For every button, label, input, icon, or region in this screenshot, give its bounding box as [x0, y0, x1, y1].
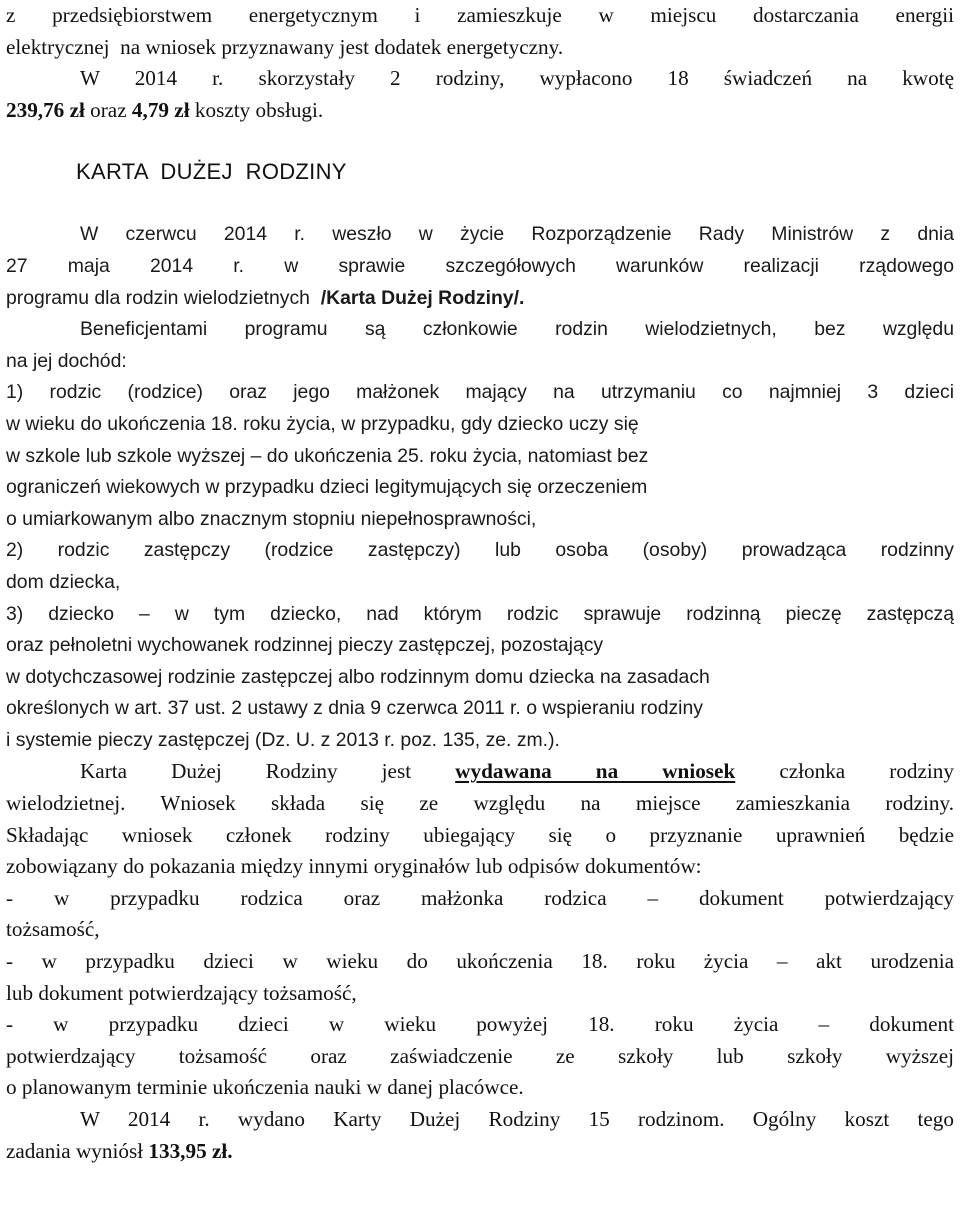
summary-text: zadania wyniósł	[6, 1138, 149, 1163]
beneficiaries-line-14: i systemie pieczy zastępczej (Dz. U. z 2013 r. poz. 135, ze. zm.).	[6, 728, 560, 751]
intro-line-4	[6, 95, 954, 127]
documents-item-1-cont: tożsamość,	[6, 917, 100, 942]
regulation-text: programu dla rodzin wielodzietnych	[6, 286, 321, 309]
intro-koszty: koszty obsługi.	[189, 97, 324, 122]
summary-total-cost: 133,95 zł.	[148, 1138, 233, 1163]
beneficiaries-line-11: oraz pełnoletni wychowanek rodzinnej pieczy zastępczej, pozostający	[6, 634, 604, 657]
application-line-1	[6, 756, 954, 788]
documents-item-2: - w przypadku dzieci w wieku do ukończenia 18. roku życia – akt urodzenia	[6, 949, 954, 974]
summary-line-1: W 2014 r. wydano Karty Dużej Rodziny 15 rodzinom. Ogólny koszt tego	[80, 1107, 954, 1131]
card-name: /Karta Dużej Rodziny/.	[320, 286, 525, 309]
beneficiaries-line-12: w dotychczasowej rodzinie zastępczej albo rodzinnym domu dziecka na zasadach	[6, 665, 710, 688]
regulation-line-1: W czerwcu 2014 r. weszło w życie Rozporządzenie Rady Ministrów z dnia	[80, 223, 954, 246]
summary-line-2	[6, 1136, 954, 1168]
beneficiaries-line-10: 3) dziecko – w tym dziecko, nad którym rodzic sprawuje rodzinną pieczę zastępczą	[6, 602, 954, 625]
beneficiaries-line-8: 2) rodzic zastępczy (rodzice zastępczy) lub osoba (osoby) prowadząca rodzinny	[6, 539, 954, 562]
application-emphasis: wydawana na wniosek	[455, 759, 736, 784]
intro-oraz: oraz	[84, 97, 132, 122]
documents-item-3-end: o planowanym terminie ukończenia nauki w danej placówce.	[6, 1075, 524, 1100]
beneficiaries-line-1: Beneficjentami programu są członkowie rodzin wielodzietnych, bez względu	[80, 318, 954, 341]
beneficiaries-line-4: w wieku do ukończenia 18. roku życia, w przypadku, gdy dziecko uczy się	[6, 412, 639, 435]
intro-line-3: W 2014 r. skorzystały 2 rodziny, wypłacono 18 świadczeń na kwotę	[80, 66, 954, 91]
application-line-3: Składając wniosek członek rodziny ubiegający się o przyznanie uprawnień będzie	[6, 822, 954, 847]
amount-benefits: 239,76 zł	[6, 97, 85, 122]
regulation-line-3	[6, 283, 954, 315]
documents-item-2-cont: lub dokument potwierdzający tożsamość,	[6, 980, 357, 1005]
section-heading: KARTA DUŻEJ RODZINY	[76, 159, 347, 185]
amount-costs: 4,79 zł	[131, 97, 190, 122]
documents-item-3-cont: potwierdzający tożsamość oraz zaświadczenie ze szkoły lub szkoły wyższej	[6, 1043, 954, 1068]
beneficiaries-line-9: dom dziecka,	[6, 570, 121, 593]
documents-item-1: - w przypadku rodzica oraz małżonka rodzica – dokument potwierdzający	[6, 885, 954, 910]
beneficiaries-line-3: 1) rodzic (rodzice) oraz jego małżonek mający na utrzymaniu co najmniej 3 dzieci	[6, 381, 954, 404]
regulation-line-2: 27 maja 2014 r. w sprawie szczegółowych warunków realizacji rządowego	[6, 254, 954, 277]
intro-line-2: elektrycznej na wniosek przyznawany jest dodatek energetyczny.	[6, 34, 564, 59]
beneficiaries-line-6: ograniczeń wiekowych w przypadku dzieci legitymujących się orzeczeniem	[6, 476, 648, 499]
document-page	[6, 0, 954, 1167]
application-text-c: członka rodziny	[735, 759, 954, 784]
application-text-a: Karta Dużej Rodziny jest	[80, 759, 456, 784]
intro-line-1: z przedsiębiorstwem energetycznym i zamieszkuje w miejscu dostarczania energii	[6, 3, 954, 27]
beneficiaries-line-7: o umiarkowanym albo znacznym stopniu niepełnosprawności,	[6, 507, 537, 530]
beneficiaries-line-5: w szkole lub szkole wyższej – do ukończenia 25. roku życia, natomiast bez	[6, 444, 649, 467]
application-line-4: zobowiązany do pokazania między innymi oryginałów lub odpisów dokumentów:	[6, 854, 702, 879]
beneficiaries-line-2: na jej dochód:	[6, 349, 127, 372]
documents-item-3: - w przypadku dzieci w wieku powyżej 18. roku życia – dokument	[6, 1012, 954, 1037]
beneficiaries-line-13: określonych w art. 37 ust. 2 ustawy z dnia 9 czerwca 2011 r. o wspieraniu rodziny	[6, 697, 703, 720]
application-line-2: wielodzietnej. Wniosek składa się ze względu na miejsce zamieszkania rodziny.	[6, 791, 954, 816]
